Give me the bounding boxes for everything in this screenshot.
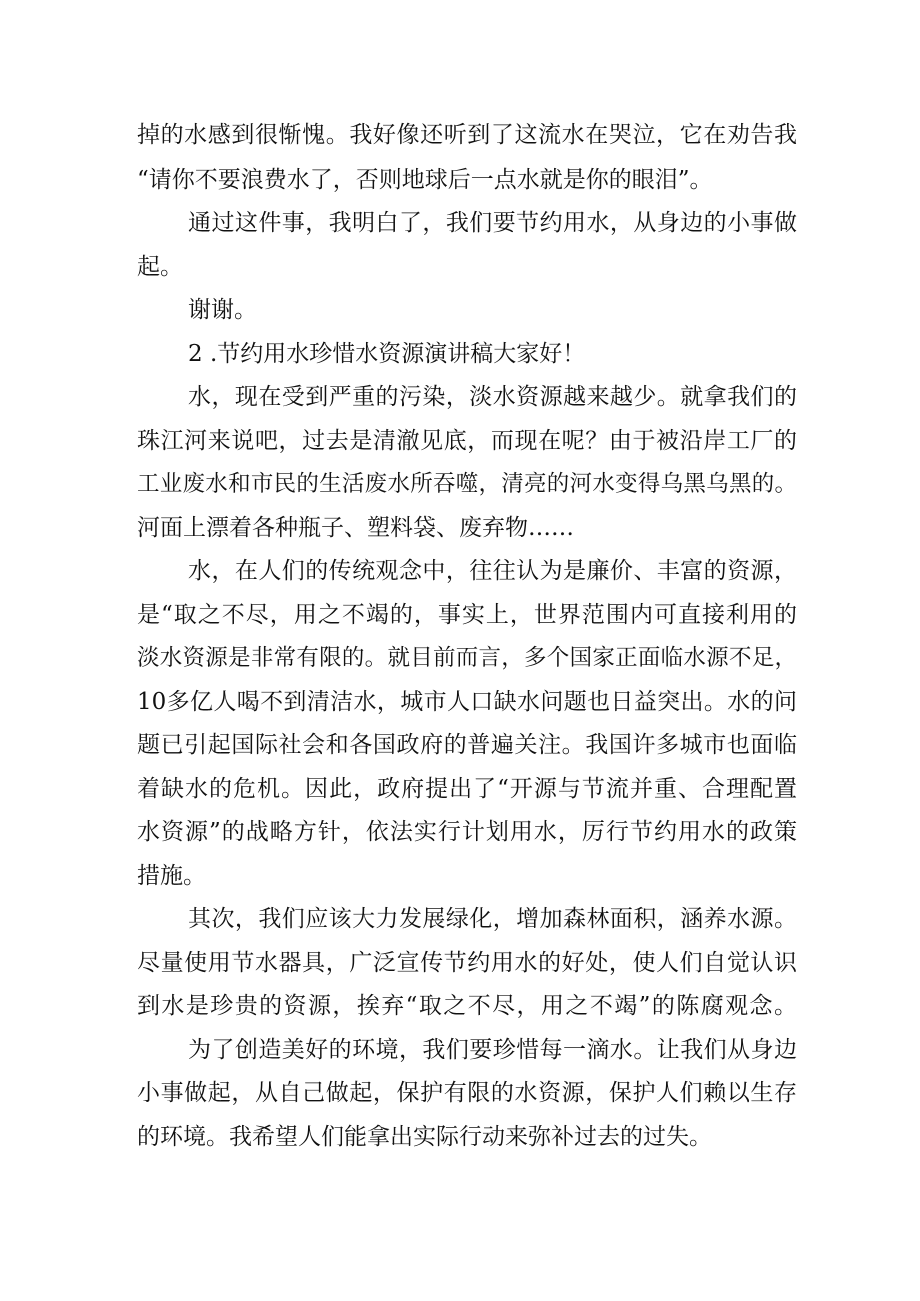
text-line: 是“取之不尽，用之不竭的，事实上，世界范围内可直接利用的 [137, 602, 797, 628]
text-line: 着缺水的危机。因此，政府提出了“开源与节流并重、合理配置 [137, 776, 797, 802]
text-line: 水资源”的战略方针，依法实行计划用水，厉行节约用水的政策 [137, 819, 797, 845]
text-line: 小事做起，从自己做起，保护有限的水资源，保护人们赖以生存 [137, 1080, 797, 1106]
text-line: 的环境。我希望人们能拿出实际行动来弥补过去的过失。 [137, 1124, 712, 1150]
text-line: “请你不要浪费水了，否则地球后一点水就是你的眼泪”。 [137, 167, 713, 193]
text-line: 水，在人们的传统观念中，往往认为是廉价、丰富的资源， [188, 558, 797, 584]
text-line: 措施。 [137, 863, 206, 889]
text-line: 其次，我们应该大力发展绿化，增加森林面积，涵养水源。 [188, 906, 797, 932]
text-line: 通过这件事，我明白了，我们要节约用水，从身边的小事做 [188, 210, 797, 236]
text-line: 题已引起国际社会和各国政府的普遍关注。我国许多城市也面临 [137, 732, 797, 758]
text-line: 尽量使用节水器具，广泛宣传节约用水的好处，使人们自觉认识 [137, 950, 797, 976]
text-line: 珠江河来说吧，过去是清澈见底，而现在呢？由于被沿岸工厂的 [137, 428, 797, 454]
text-line: 谢谢。 [188, 297, 257, 323]
text-line: 淡水资源是非常有限的。就目前而言，多个国家正面临水源不足， [137, 645, 797, 671]
text-line: 工业废水和市民的生活废水所吞噬，清亮的河水变得乌黑乌黑的。 [137, 471, 797, 497]
text-line: 水，现在受到严重的污染，淡水资源越来越少。就拿我们的 [188, 384, 797, 410]
text-line: 到水是珍贵的资源，挨弃“取之不尽，用之不竭”的陈腐观念。 [137, 993, 797, 1019]
text-line: 河面上漂着各种瓶子、塑料袋、废弃物…… [137, 515, 574, 541]
text-line: 掉的水感到很惭愧。我好像还听到了这流水在哭泣，它在劝告我 [137, 122, 797, 148]
text-line: 起。 [137, 254, 183, 280]
text-line: 10多亿人喝不到清洁水，城市人口缺水问题也日益突出。水的问 [137, 689, 797, 715]
section-heading: 2 .节约用水珍惜水资源演讲稿大家好！ [188, 341, 586, 367]
text-line: 为了创造美好的环境，我们要珍惜每一滴水。让我们从身边 [188, 1037, 797, 1063]
